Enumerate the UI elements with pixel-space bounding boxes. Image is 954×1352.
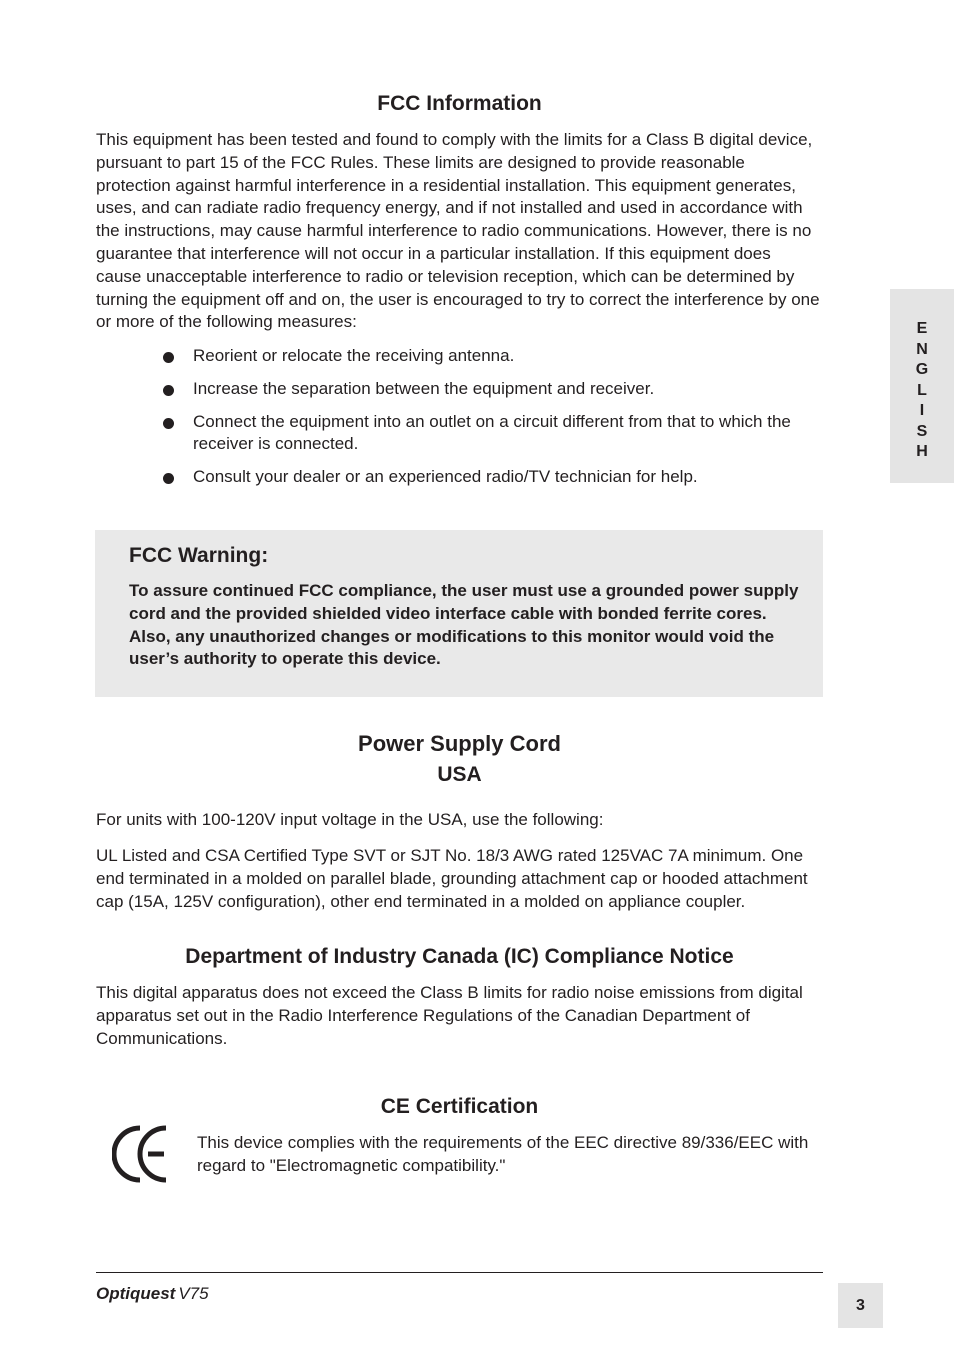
power-supply-heading: Power Supply Cord xyxy=(358,731,561,756)
fcc-warning-box xyxy=(95,530,823,697)
fcc-warning-heading: FCC Warning: xyxy=(129,544,269,567)
list-item: Connect the equipment into an outlet on a circuit different from that to which the receiver is connected. xyxy=(160,411,820,457)
power-supply-spec: UL Listed and CSA Certified Type SVT or SJT No. 18/3 AWG rated 125VAC 7A minimum. One end terminated in a molded on parallel blade, grounding attachment cap or hooded attachment cap (15A, 125V configuration), other end terminated in a molded on appliance coupler. xyxy=(96,846,808,911)
brand-name: Optiquest xyxy=(96,1284,176,1303)
power-supply-intro: For units with 100-120V input voltage in the USA, use the following: xyxy=(96,810,604,829)
list-item: Consult your dealer or an experienced radio/TV technician for help. xyxy=(160,466,820,489)
ce-mark-icon xyxy=(112,1122,176,1186)
bullet-icon xyxy=(163,418,174,429)
bullet-icon xyxy=(163,385,174,396)
page-number: 3 xyxy=(838,1283,883,1328)
power-supply-subheading: USA xyxy=(437,763,482,786)
fcc-info-heading: FCC Information xyxy=(377,92,542,115)
bullet-icon xyxy=(163,352,174,363)
ce-cert-text: This device complies with the requirements of the EEC directive 89/336/EEC with regard to "Electromagnetic compatibility." xyxy=(197,1133,809,1175)
ic-notice-heading: Department of Industry Canada (IC) Compliance Notice xyxy=(185,945,734,968)
ce-cert-heading: CE Certification xyxy=(380,1095,539,1118)
list-item: Reorient or relocate the receiving antenna. xyxy=(160,345,820,368)
fcc-info-paragraph: This equipment has been tested and found to comply with the limits for a Class B digital device, pursuant to part 15 of the FCC Rules. These limits are designed to provide reasonable protection against harmful interference in a residential installation. This equipment generates, uses, and can radiate radio frequency energy, and if not installed and used in accordance with the instructions, may cause harmful interference to radio communications. However, there is no guarantee that interference will not occur in a particular installation. If this equipment does cause unacceptable interference to radio or television reception, which can be determined by turning the equipment off and on, the user is encouraged to try to correct the interference by one or more of the following measures: xyxy=(96,130,820,332)
fcc-measures-list xyxy=(160,345,820,499)
footer-brand xyxy=(96,1284,209,1304)
ic-notice-text: This digital apparatus does not exceed the Class B limits for radio noise emissions from digital apparatus set out in the Radio Interference Regulations of the Canadian Department of Communications. xyxy=(96,983,803,1048)
footer-divider xyxy=(96,1272,823,1273)
model-name: V75 xyxy=(178,1284,209,1303)
fcc-warning-text: To assure continued FCC compliance, the user must use a grounded power supply cord and the provided shielded video interface cable with bonded ferrite cores. Also, any unauthorized changes or modifications to this monitor would void the user’s authority to operate this device. xyxy=(129,581,799,669)
list-item: Increase the separation between the equipment and receiver. xyxy=(160,378,820,401)
language-tab-letters: E N G L I S H xyxy=(915,320,929,460)
language-tab xyxy=(890,289,954,483)
bullet-icon xyxy=(163,473,174,484)
